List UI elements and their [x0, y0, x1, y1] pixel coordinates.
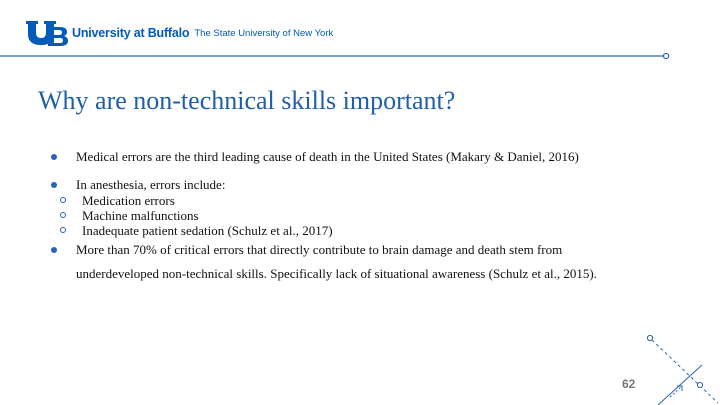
bullet-dot-icon — [51, 154, 57, 160]
university-subtitle: The State University of New York — [194, 27, 334, 39]
sub-bullet-item — [46, 223, 646, 238]
slide-content — [46, 145, 646, 286]
sub-bullet-item — [46, 193, 646, 208]
bullet-text: In anesthesia, errors include: — [76, 177, 226, 192]
bullet-dot-icon — [51, 247, 57, 253]
bullet-text: Medical errors are the third leading cause of death in the United States (Makary & Daniel, 2016) — [76, 149, 579, 164]
slide-title: Why are non-technical skills important? — [38, 86, 456, 115]
decorative-lines-icon — [630, 325, 720, 405]
sub-bullet-text: Machine malfunctions — [82, 208, 199, 223]
ub-logo-icon — [24, 19, 68, 47]
hollow-bullet-icon — [60, 197, 66, 203]
header-rule — [0, 52, 672, 60]
header — [24, 18, 333, 48]
hollow-bullet-icon — [60, 212, 66, 218]
sub-bullet-text: Medication errors — [82, 193, 175, 208]
hollow-bullet-icon — [60, 227, 66, 233]
bullet-text: More than 70% of critical errors that directly contribute to brain damage and death stem from underdeveloped non-technical skills. Specifically lack of situational awareness (Schulz et al., 2015). — [76, 242, 597, 281]
sub-bullet-text: Inadequate patient sedation (Schulz et al., 2017) — [82, 223, 333, 238]
bullet-item — [46, 145, 646, 169]
sub-bullet-list — [46, 193, 646, 238]
sub-bullet-item — [46, 208, 646, 223]
university-name: University at Buffalo — [72, 26, 190, 40]
page-number: 62 — [622, 377, 636, 391]
bullet-dot-icon — [51, 182, 57, 188]
bullet-item — [46, 238, 646, 286]
